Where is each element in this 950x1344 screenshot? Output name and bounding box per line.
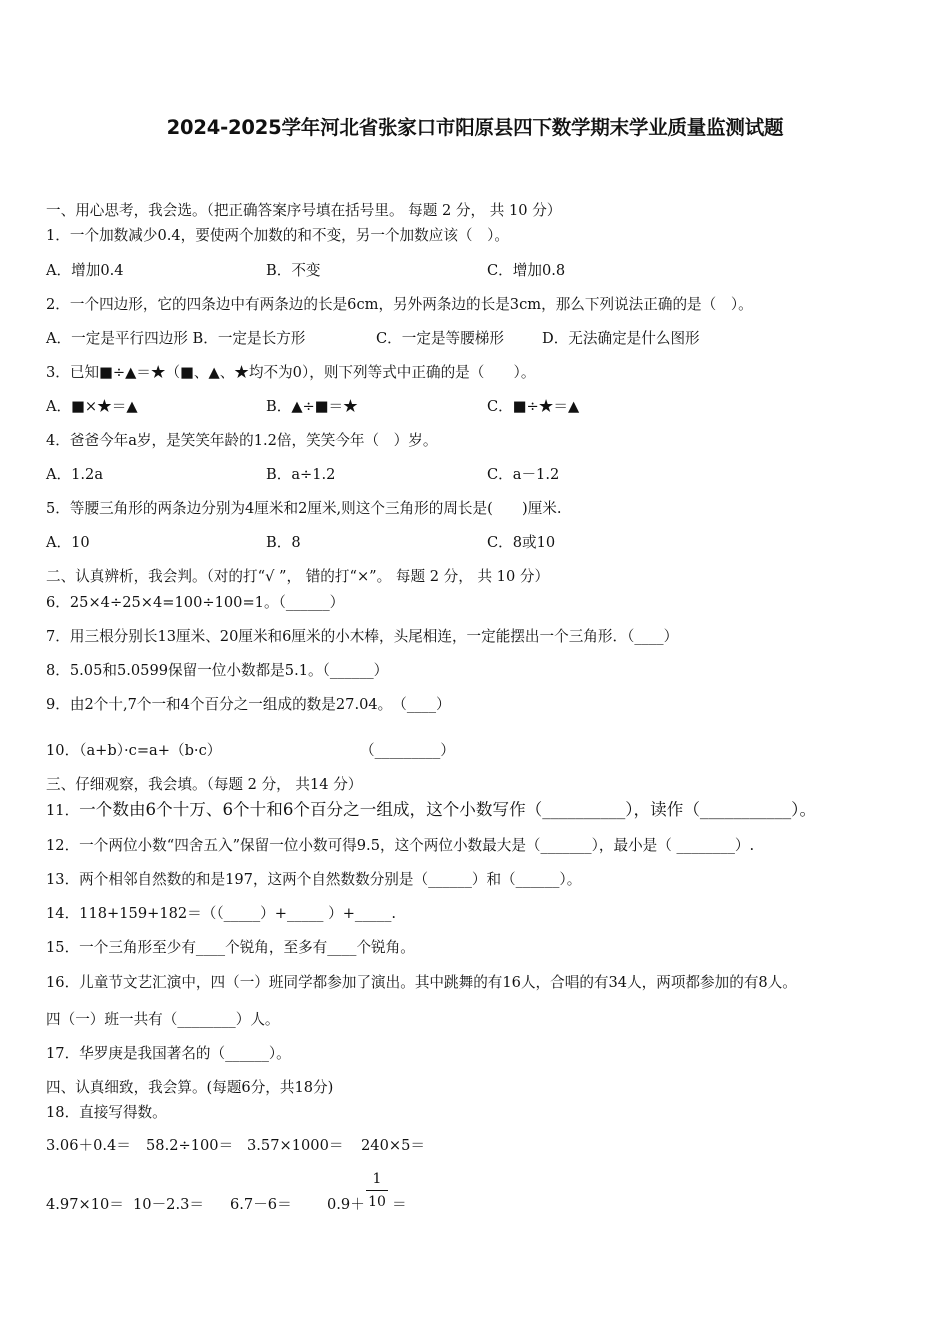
question-8: 8．5.05和5.0599保留一位小数都是5.1。（______） <box>46 662 389 679</box>
question-14: 14．118+159+182＝（（_____）+_____ ）+_____. <box>46 905 397 922</box>
question-11 <box>46 800 816 821</box>
q5-option-a: A．10 <box>46 534 90 551</box>
q4-option-c: C．a－1.2 <box>487 466 560 483</box>
question-1: 1．一个加数减少0.4，要使两个加数的和不变，另一个加数应该（ ）。 <box>46 227 510 244</box>
question-2: 2．一个四边形，它的四条边中有两条边的长是6cm，另外两条边的长是3cm，那么下列说法正确的是（ ）。 <box>46 296 753 313</box>
q1-option-c: C．增加0.8 <box>487 262 566 279</box>
calc-6: 10－2.3＝ <box>133 1196 204 1213</box>
question-6: 6．25×4÷25×4=100÷100=1。（______） <box>46 594 345 611</box>
question-3: 3．已知■÷▲＝★（■、▲、★均不为0），则下列等式中正确的是（ ）。 <box>46 364 536 381</box>
question-12: 12．一个两位小数“四舍五入”保留一位小数可得9.5，这个两位小数最大是（_______），最小是（ ________）. <box>46 837 755 854</box>
calc-5: 4.97×10＝ <box>46 1196 124 1213</box>
fraction-denominator: 10 <box>368 1194 386 1210</box>
question-13: 13．两个相邻自然数的和是197，这两个自然数数分别是（______）和（______）。 <box>46 871 582 888</box>
q3-option-a: A．■×★＝▲ <box>46 398 138 415</box>
calc-4: 240×5＝ <box>361 1137 425 1154</box>
q10-answer-blank: （_________） <box>360 742 455 759</box>
q3-option-c: C．■÷★＝▲ <box>487 398 580 415</box>
section4-header: 四、认真细致，我会算。(每题6分，共18分) <box>46 1079 334 1096</box>
question-10: 10．（a+b）·c=a+（b·c） <box>46 742 222 759</box>
question-16: 16．儿童节文艺汇演中，四（一）班同学都参加了演出。其中跳舞的有16人，合唱的有34人，两项都参加的有8人。 <box>46 974 797 991</box>
calc-8-prefix: 0.9＋ <box>327 1196 365 1213</box>
q2-option-d: D．无法确定是什么图形 <box>542 330 700 347</box>
question-4: 4．爸爸今年a岁，是笑笑年龄的1.2倍，笑笑今年（ ）岁。 <box>46 432 438 449</box>
q5-option-c: C．8或10 <box>487 534 556 551</box>
q3-option-b: B．▲÷■＝★ <box>266 398 358 415</box>
page-title: 2024-2025学年河北省张家口市阳原县四下数学期末学业质量监测试题 <box>166 116 784 139</box>
question-16-continued: 四（一）班一共有（________）人。 <box>46 1011 280 1028</box>
fraction-one-tenth <box>366 1170 388 1211</box>
q11-text: 一个数由6个十万、6个十和6个百分之一组成，这个小数写作（__________），读作（___________）。 <box>79 800 817 819</box>
section2-header: 二、认真辨析，我会判。（对的打“√ ”， 错的打“×”。 每题 2 分， 共 10 分） <box>46 568 550 585</box>
q5-option-b: B．8 <box>266 534 301 551</box>
question-5: 5．等腰三角形的两条边分别为4厘米和2厘米,则这个三角形的周长是( )厘米. <box>46 500 562 517</box>
q1-option-a: A．增加0.4 <box>46 262 124 279</box>
q2-option-c: C．一定是等腰梯形 <box>376 330 504 347</box>
q4-option-a: A．1.2a <box>46 466 104 483</box>
question-15: 15．一个三角形至少有____个锐角，至多有____个锐角。 <box>46 939 415 956</box>
q2-option-ab: A．一定是平行四边形 B．一定是长方形 <box>46 330 306 347</box>
q11-number: 11． <box>46 802 80 819</box>
section1-header: 一、用心思考，我会选。（把正确答案序号填在括号里。 每题 2 分， 共 10 分） <box>46 202 562 219</box>
calc-3: 3.57×1000＝ <box>247 1137 344 1154</box>
question-17: 17．华罗庚是我国著名的（______）。 <box>46 1045 291 1062</box>
calc-2: 58.2÷100＝ <box>146 1137 234 1154</box>
section3-header: 三、仔细观察，我会填。（每题 2 分， 共14 分） <box>46 776 363 793</box>
q4-option-b: B．a÷1.2 <box>266 466 336 483</box>
calc-8-equals: ＝ <box>392 1196 407 1213</box>
fraction-numerator: 1 <box>372 1171 382 1187</box>
question-9: 9．由2个十,7个一和4个百分之一组成的数是27.04。 （____） <box>46 696 451 713</box>
calc-7: 6.7－6＝ <box>230 1196 292 1213</box>
fraction-bar <box>366 1190 388 1191</box>
question-7: 7．用三根分别长13厘米、20厘米和6厘米的小木棒，头尾相连，一定能摆出一个三角形．（____） <box>46 628 679 645</box>
calc-1: 3.06＋0.4＝ <box>46 1137 131 1154</box>
question-18: 18．直接写得数。 <box>46 1104 167 1121</box>
q1-option-b: B．不变 <box>266 262 321 279</box>
